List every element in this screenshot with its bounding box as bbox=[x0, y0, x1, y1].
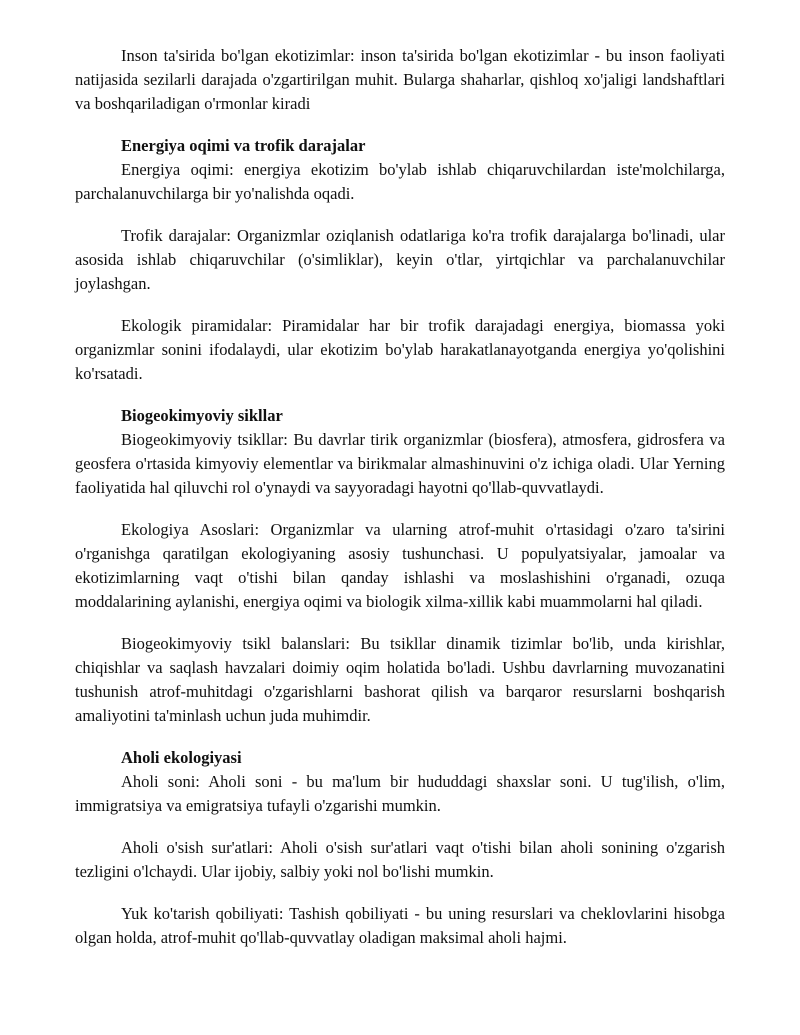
paragraph-ecological-pyramids: Ekologik piramidalar: Piramidalar har bir trofik darajadagi energiya, biomassa yoki organizmlar sonini ifodalaydi, ular ekotizim bo'ylab harakatlanayotganda energiya yo'qolishini ko'rsatadi. bbox=[75, 316, 725, 383]
paragraph-trophic-levels: Trofik darajalar: Organizmlar oziqlanish odatlariga ko'ra trofik darajalarga bo'linadi, ular asosida ishlab chiqaruvchilar (o'simliklar), keyin o'tlar, yirtqichlar va parchalanuvchilar joylashgan. bbox=[75, 226, 725, 293]
section-heading-biogeochemical-cycles: Biogeokimyoviy sikllar bbox=[121, 406, 283, 425]
paragraph-energy-flow: Energiya oqimi: energiya ekotizim bo'ylab ishlab chiqaruvchilardan iste'molchilarga, parchalanuvchilarga bir yo'nalishda oqadi. bbox=[75, 160, 725, 203]
paragraph-carrying-capacity: Yuk ko'tarish qobiliyati: Tashish qobiliyati - bu uning resurslari va cheklovlarini hisobga olgan holda, atrof-muhit qo'llab-quvvatlay oladigan maksimal aholi hajmi. bbox=[75, 904, 725, 947]
paragraph-population-size: Aholi soni: Aholi soni - bu ma'lum bir hududdagi shaxslar soni. U tug'ilish, o'lim, immigratsiya va emigratsiya tufayli o'zgarishi mumkin. bbox=[75, 772, 725, 815]
paragraph-biogeochemical-cycles: Biogeokimyoviy tsikllar: Bu davrlar tirik organizmlar (biosfera), atmosfera, gidrosfera va geosfera o'rtasida kimyoviy elementlar va birikmalar almashinuvini o'z ichiga oladi. Ular Yerning faoliyatida hal qiluvchi rol o'ynaydi va sayyoradagi hayotni qo'llab-quvvatlaydi. bbox=[75, 430, 725, 497]
section-heading-energy-flow: Energiya oqimi va trofik darajalar bbox=[121, 136, 366, 155]
section-heading-population-ecology: Aholi ekologiyasi bbox=[121, 748, 242, 767]
intro-paragraph: Inson ta'sirida bo'lgan ekotizimlar: inson ta'sirida bo'lgan ekotizimlar - bu inson faoliyati natijasida sezilarli darajada o'zgartirilgan muhit. Bularga shaharlar, qishloq xo'jaligi landshaftlari va boshqariladigan o'rmonlar kiradi bbox=[75, 46, 725, 113]
paragraph-population-growth: Aholi o'sish sur'atlari: Aholi o'sish sur'atlari vaqt o'tishi bilan aholi sonining o'zgarish tezligini o'lchaydi. Ular ijobiy, salbiy yoki nol bo'lishi mumkin. bbox=[75, 838, 725, 881]
paragraph-cycle-balances: Biogeokimyoviy tsikl balanslari: Bu tsikllar dinamik tizimlar bo'lib, unda kirishlar, chiqishlar va saqlash havzalari doimiy oqim holatida bo'ladi. Ushbu davrlarning muvozanatini tushunish atrof-muhitdagi o'zgarishlarni bashorat qilish va barqaror resurslarni boshqarish amaliyotini ta'minlash uchun juda muhimdir. bbox=[75, 634, 725, 725]
paragraph-ecology-basics: Ekologiya Asoslari: Organizmlar va ularning atrof-muhit o'rtasidagi o'zaro ta'sirini o'rganishga qaratilgan ekologiyaning asosiy tushunchasi. U populyatsiyalar, jamoalar va ekotizimlarning vaqt o'tishi bilan qanday ishlashi va moslashishini o'rganadi, ozuqa moddalarining aylanishi, energiya oqimi va biologik xilma-xillik kabi muammolarni hal qiladi. bbox=[75, 520, 725, 611]
